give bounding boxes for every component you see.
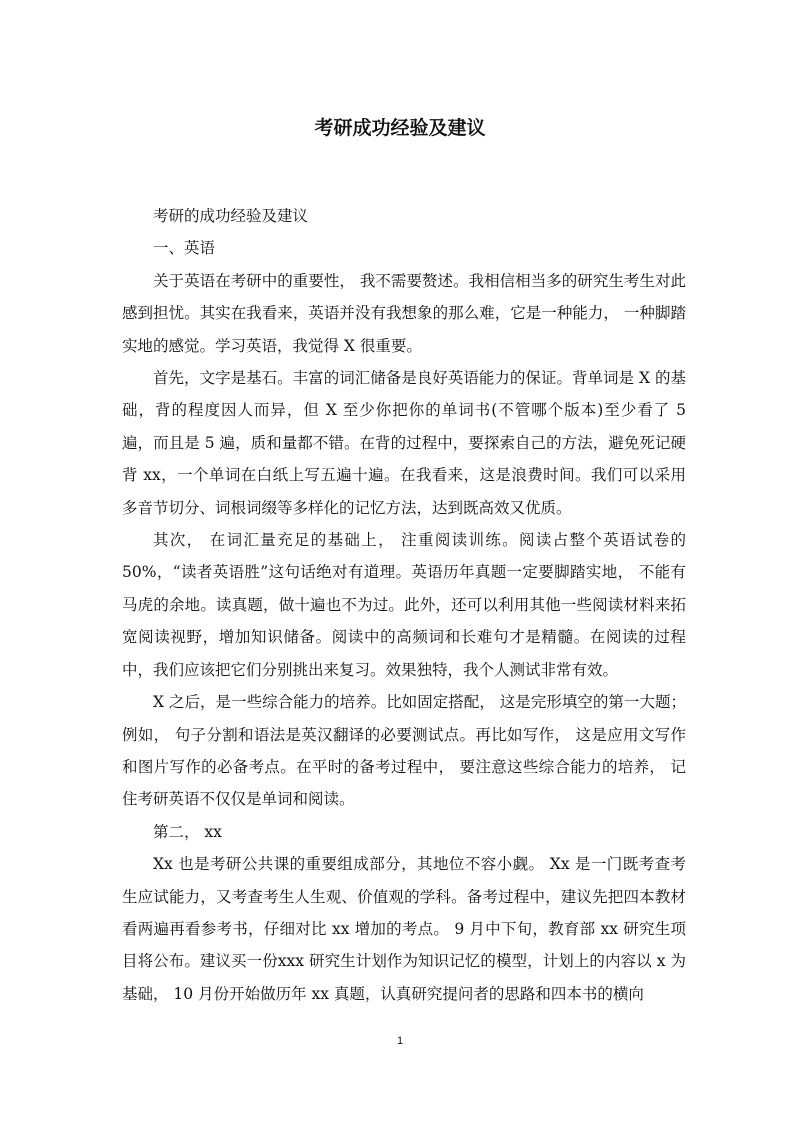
section-heading-english: 一、英语 xyxy=(153,239,216,258)
paragraph-reading: 其次， 在词汇量充足的基础上， 注重阅读训练。阅读占整个英语试卷的 50%，“读者英语胜”这句话绝对有道理。英语历年真题一定要脚踏实地， 不能有马虎的余地。读真题，做十遍也不为过。此外，还可以利用其他一些阅读材料来拓宽阅读视野，增加知识储备。阅读中的高频词和长难句才是精髓。在阅读的过程中，我们应该把它们分别挑出来复习。效果独特，我个人测试非常有效。 xyxy=(122,531,686,679)
paragraph-vocabulary: 首先，文字是基石。丰富的词汇储备是良好英语能力的保证。背单词是 X 的基础，背的程度因人而异，但 X 至少你把你的单词书(不管哪个版本)至少看了 5 遍，而且是 5 遍，质和量都不错。在背的过程中，要探索自己的方法，避免死记硬背 xx，一个单词在白纸上写五遍十遍。在我看来，这是浪费时间。我们可以采用多音节切分、词根词缀等多样化的记忆方法，达到既高效又优质。 xyxy=(122,369,686,517)
paragraph-english-intro: 关于英语在考研中的重要性， 我不需要赘述。我相信相当多的研究生考生对此感到担忧。其实在我看来，英语并没有我想象的那么难，它是一种能力， 一种脚踏实地的感觉。学习英语，我觉得 X 很重要。 xyxy=(122,271,686,355)
paragraph-comprehensive-skills: X 之后，是一些综合能力的培养。比如固定搭配， 这是完形填空的第一大题；例如， 句子分割和语法是英汉翻译的必要测试点。再比如写作， 这是应用文写作和图片写作的必备考点。在平时的备考过程中， 要注意这些综合能力的培养， 记住考研英语不仅仅是单词和阅读。 xyxy=(122,693,686,809)
paragraph-subtitle: 考研的成功经验及建议 xyxy=(153,207,309,225)
document-title: 考研成功经验及建议 xyxy=(314,117,486,139)
document-body xyxy=(122,200,686,1010)
section-heading-second: 第二， xx xyxy=(153,822,222,841)
paragraph-politics: Xx 也是考研公共课的重要组成部分，其地位不容小觑。 Xx 是一门既考查考生应试能力，又考查考生人生观、价值观的学科。备考过程中，建议先把四本教材看两遍再看参考书，仔细对比 xx 增加的考点。 9 月中下旬，教育部 xx 研究生项目将公布。建议买一份xxx 研究生计划作为知识记忆的模型，计划上的内容以 x 为基础， 10 月份开始做历年 xx 真题，认真研究提问者的思路和四本书的横向 xyxy=(122,855,686,1003)
page-number: 1 xyxy=(396,1035,404,1047)
